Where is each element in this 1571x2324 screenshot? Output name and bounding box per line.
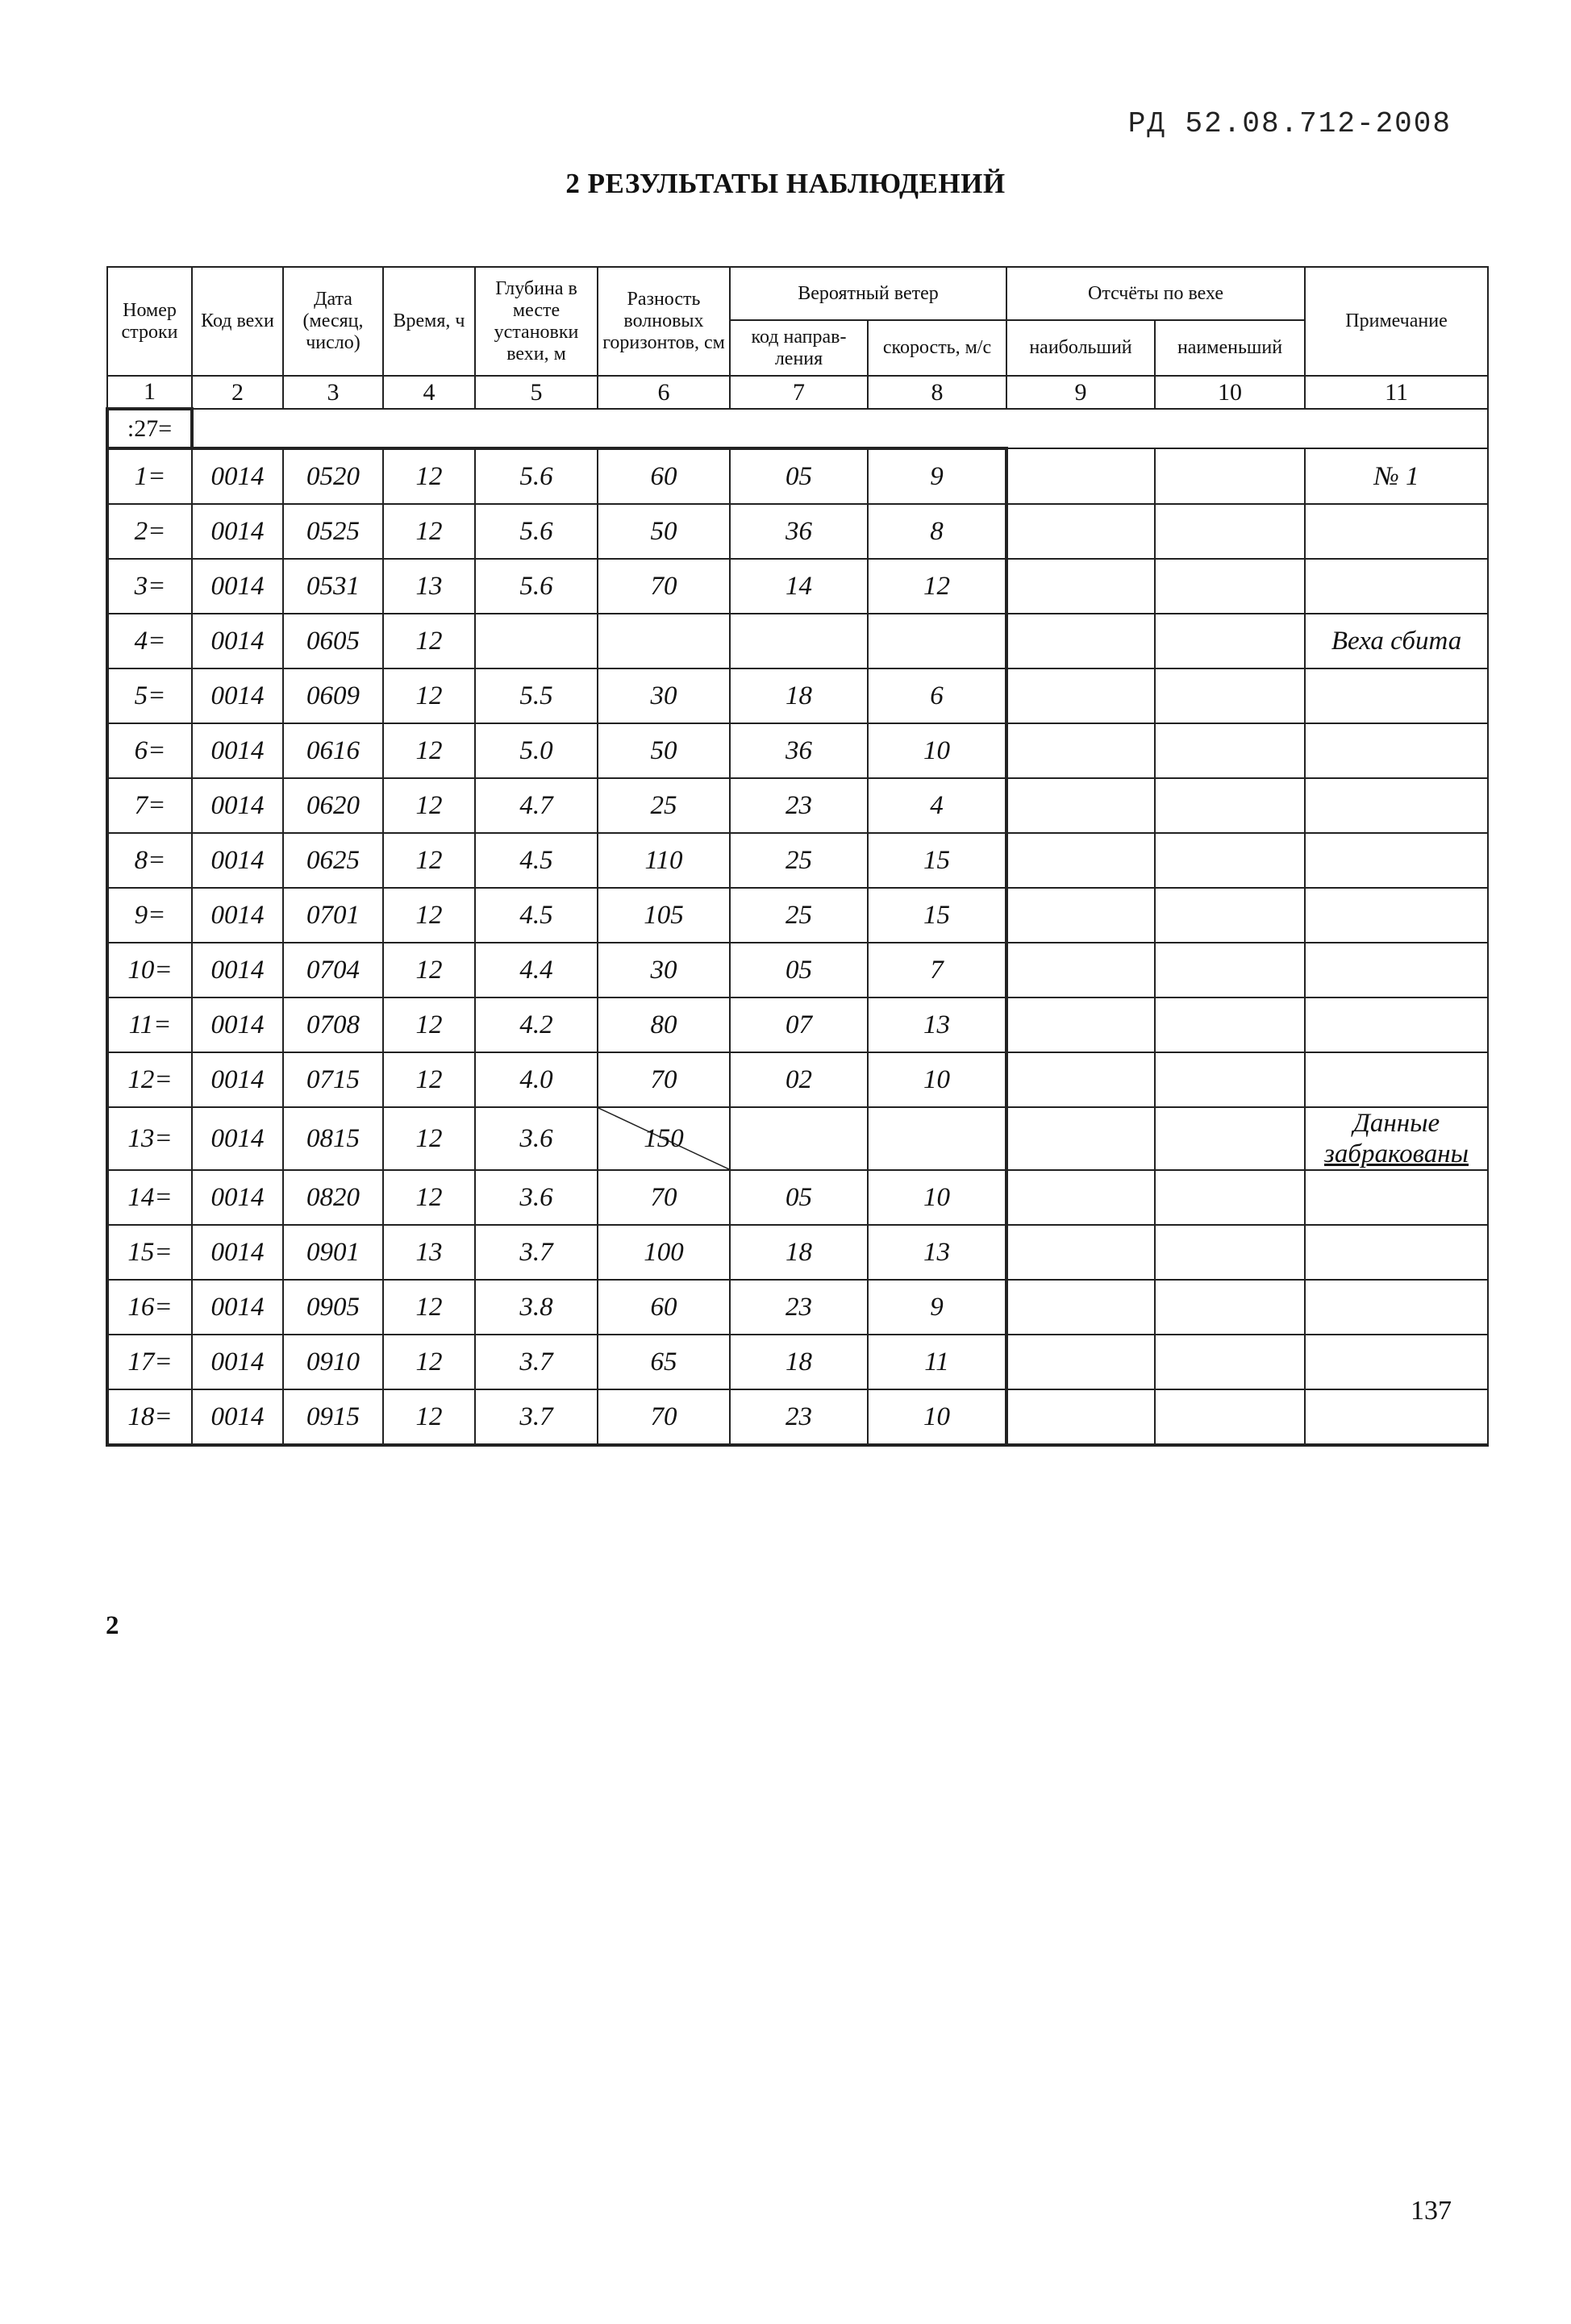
header-readings-group: Отсчёты по вехе (1006, 267, 1305, 320)
time-cell: 12 (383, 723, 475, 778)
rejected-value: 150 (644, 1123, 684, 1153)
header-code: Код вехи (192, 267, 283, 376)
column-number: 8 (868, 376, 1006, 409)
wind-speed-cell: 15 (868, 888, 1006, 943)
reading-max-cell (1006, 1107, 1155, 1170)
code-cell: 0014 (192, 1335, 283, 1389)
note-cell (1305, 723, 1488, 778)
code-cell: 0014 (192, 943, 283, 997)
reading-max-cell (1006, 1170, 1155, 1225)
column-number: 1 (107, 376, 192, 409)
wave-diff-cell (598, 614, 730, 668)
note-cell (1305, 1280, 1488, 1335)
reading-max-cell (1006, 1335, 1155, 1389)
note-cell (1305, 943, 1488, 997)
column-number: 9 (1006, 376, 1155, 409)
wind-speed-cell: 15 (868, 833, 1006, 888)
table-row (107, 1052, 1488, 1107)
time-cell: 12 (383, 997, 475, 1052)
wind-direction-cell: 14 (730, 559, 868, 614)
row-number: 12= (107, 1052, 192, 1107)
wind-speed-cell: 13 (868, 1225, 1006, 1280)
wind-direction-cell: 25 (730, 888, 868, 943)
depth-cell: 3.6 (475, 1107, 598, 1170)
date-cell: 0520 (283, 448, 383, 504)
header-wind-direction: код направ-ления (730, 320, 868, 376)
time-cell: 12 (383, 1335, 475, 1389)
row-number: 6= (107, 723, 192, 778)
table-row (107, 1225, 1488, 1280)
reading-min-cell (1155, 448, 1305, 504)
wind-speed-cell: 12 (868, 559, 1006, 614)
depth-cell: 3.7 (475, 1389, 598, 1445)
wind-speed-cell: 10 (868, 1170, 1006, 1225)
wind-speed-cell: 13 (868, 997, 1006, 1052)
row-number: 17= (107, 1335, 192, 1389)
reading-min-cell (1155, 1225, 1305, 1280)
date-cell: 0525 (283, 504, 383, 559)
code-cell: 0014 (192, 614, 283, 668)
date-cell: 0915 (283, 1389, 383, 1445)
reading-min-cell (1155, 943, 1305, 997)
date-cell: 0701 (283, 888, 383, 943)
wind-direction-cell: 07 (730, 997, 868, 1052)
reading-max-cell (1006, 1280, 1155, 1335)
wave-diff-cell: 30 (598, 943, 730, 997)
code-cell: 0014 (192, 888, 283, 943)
wind-direction-cell: 02 (730, 1052, 868, 1107)
wind-direction-cell: 05 (730, 1170, 868, 1225)
reading-min-cell (1155, 723, 1305, 778)
column-number: 7 (730, 376, 868, 409)
table-row (107, 1280, 1488, 1335)
wind-direction-cell: 23 (730, 1389, 868, 1445)
header-reading-min: наименьший (1155, 320, 1305, 376)
reading-max-cell (1006, 723, 1155, 778)
wind-speed-cell: 9 (868, 1280, 1006, 1335)
time-cell: 12 (383, 833, 475, 888)
time-cell: 12 (383, 778, 475, 833)
note-line: забракованы (1324, 1139, 1469, 1168)
wind-speed-cell: 10 (868, 723, 1006, 778)
wind-direction-cell (730, 614, 868, 668)
row-number: 14= (107, 1170, 192, 1225)
wind-speed-cell (868, 1107, 1006, 1170)
column-number: 3 (283, 376, 383, 409)
reading-max-cell (1006, 1225, 1155, 1280)
table-row (107, 504, 1488, 559)
row-number: 9= (107, 888, 192, 943)
header-note: Примечание (1305, 267, 1488, 376)
depth-cell: 3.7 (475, 1335, 598, 1389)
wave-diff-cell: 70 (598, 1170, 730, 1225)
date-cell: 0605 (283, 614, 383, 668)
time-cell: 12 (383, 1052, 475, 1107)
reading-min-cell (1155, 997, 1305, 1052)
row-number: 3= (107, 559, 192, 614)
depth-cell: 4.5 (475, 888, 598, 943)
date-cell: 0620 (283, 778, 383, 833)
wave-diff-cell: 60 (598, 448, 730, 504)
date-cell: 0609 (283, 668, 383, 723)
table-row (107, 559, 1488, 614)
wave-diff-cell: 70 (598, 559, 730, 614)
reading-min-cell (1155, 1335, 1305, 1389)
code-cell: 0014 (192, 723, 283, 778)
note-cell (1305, 997, 1488, 1052)
reading-max-cell (1006, 668, 1155, 723)
row-number: 7= (107, 778, 192, 833)
header-wind-group: Вероятный ветер (730, 267, 1006, 320)
depth-cell (475, 614, 598, 668)
table-row (107, 1389, 1488, 1445)
header-time: Время, ч (383, 267, 475, 376)
separator-fill (192, 409, 1488, 448)
header-depth: Глубина в месте установки вехи, м (475, 267, 598, 376)
time-cell: 12 (383, 504, 475, 559)
wind-speed-cell: 7 (868, 943, 1006, 997)
table-row (107, 943, 1488, 997)
reading-min-cell (1155, 778, 1305, 833)
code-cell: 0014 (192, 778, 283, 833)
page-title: 2 РЕЗУЛЬТАТЫ НАБЛЮДЕНИЙ (565, 168, 1006, 199)
date-cell: 0625 (283, 833, 383, 888)
reading-min-cell (1155, 504, 1305, 559)
row-number: 8= (107, 833, 192, 888)
reading-max-cell (1006, 448, 1155, 504)
code-cell: 0014 (192, 1280, 283, 1335)
note-cell (1305, 778, 1488, 833)
reading-max-cell (1006, 997, 1155, 1052)
date-cell: 0715 (283, 1052, 383, 1107)
depth-cell: 4.2 (475, 997, 598, 1052)
table-row (107, 448, 1488, 504)
column-number: 6 (598, 376, 730, 409)
wind-speed-cell: 11 (868, 1335, 1006, 1389)
date-cell: 0704 (283, 943, 383, 997)
wave-diff-cell (598, 1107, 730, 1170)
row-number: 1= (107, 448, 192, 504)
wave-diff-cell: 110 (598, 833, 730, 888)
code-cell: 0014 (192, 1052, 283, 1107)
wave-diff-cell: 30 (598, 668, 730, 723)
table-row (107, 997, 1488, 1052)
note-cell (1305, 1335, 1488, 1389)
row-number: 18= (107, 1389, 192, 1445)
wave-diff-cell: 50 (598, 723, 730, 778)
note-cell: № 1 (1305, 448, 1488, 504)
wave-diff-cell: 25 (598, 778, 730, 833)
table-row (107, 1107, 1488, 1170)
row-number: 10= (107, 943, 192, 997)
wind-direction-cell: 36 (730, 723, 868, 778)
header-row-number: Номер строки (107, 267, 192, 376)
depth-cell: 4.5 (475, 833, 598, 888)
column-number: 2 (192, 376, 283, 409)
date-cell: 0901 (283, 1225, 383, 1280)
table-row (107, 668, 1488, 723)
date-cell: 0531 (283, 559, 383, 614)
wind-direction-cell: 18 (730, 668, 868, 723)
reading-max-cell (1006, 833, 1155, 888)
note-cell (1305, 504, 1488, 559)
column-number: 5 (475, 376, 598, 409)
code-cell: 0014 (192, 559, 283, 614)
code-cell: 0014 (192, 1170, 283, 1225)
time-cell: 12 (383, 1389, 475, 1445)
note-cell (1305, 559, 1488, 614)
time-cell: 12 (383, 668, 475, 723)
code-cell: 0014 (192, 833, 283, 888)
note-line: Данные (1352, 1109, 1440, 1138)
code-cell: 0014 (192, 504, 283, 559)
code-cell: 0014 (192, 997, 283, 1052)
time-cell: 12 (383, 1280, 475, 1335)
reading-min-cell (1155, 1170, 1305, 1225)
depth-cell: 4.4 (475, 943, 598, 997)
reading-max-cell (1006, 559, 1155, 614)
depth-cell: 4.0 (475, 1052, 598, 1107)
note-cell (1305, 1170, 1488, 1225)
note-cell (1305, 1052, 1488, 1107)
wind-direction-cell: 36 (730, 504, 868, 559)
reading-max-cell (1006, 778, 1155, 833)
wind-direction-cell: 18 (730, 1335, 868, 1389)
code-cell: 0014 (192, 1225, 283, 1280)
depth-cell: 5.5 (475, 668, 598, 723)
table-row (107, 614, 1488, 668)
code-cell: 0014 (192, 668, 283, 723)
time-cell: 12 (383, 448, 475, 504)
date-cell: 0820 (283, 1170, 383, 1225)
column-numbers-row (107, 376, 1488, 409)
code-cell: 0014 (192, 1389, 283, 1445)
depth-cell: 5.6 (475, 448, 598, 504)
wind-speed-cell: 6 (868, 668, 1006, 723)
time-cell: 12 (383, 614, 475, 668)
depth-cell: 4.7 (475, 778, 598, 833)
table-row (107, 888, 1488, 943)
depth-cell: 5.6 (475, 504, 598, 559)
date-cell: 0815 (283, 1107, 383, 1170)
wind-speed-cell: 10 (868, 1389, 1006, 1445)
date-cell: 0905 (283, 1280, 383, 1335)
depth-cell: 5.0 (475, 723, 598, 778)
note-cell (1305, 668, 1488, 723)
wind-direction-cell: 25 (730, 833, 868, 888)
reading-min-cell (1155, 559, 1305, 614)
date-cell: 0708 (283, 997, 383, 1052)
wind-direction-cell: 23 (730, 1280, 868, 1335)
wind-speed-cell (868, 614, 1006, 668)
separator-row (107, 409, 1488, 448)
note-cell (1305, 1107, 1488, 1170)
wind-direction-cell: 23 (730, 778, 868, 833)
reading-min-cell (1155, 1052, 1305, 1107)
table-row (107, 1335, 1488, 1389)
row-number: 11= (107, 997, 192, 1052)
separator-label: :27= (107, 409, 192, 448)
row-number: 16= (107, 1280, 192, 1335)
wind-direction-cell: 05 (730, 943, 868, 997)
wave-diff-cell: 60 (598, 1280, 730, 1335)
document-code: РД 52.08.712-2008 (1127, 107, 1452, 140)
column-number: 10 (1155, 376, 1305, 409)
time-cell: 12 (383, 943, 475, 997)
observations-table (106, 266, 1489, 1447)
table-row (107, 833, 1488, 888)
wind-speed-cell: 9 (868, 448, 1006, 504)
note-cell (1305, 833, 1488, 888)
time-cell: 13 (383, 559, 475, 614)
reading-min-cell (1155, 1389, 1305, 1445)
reading-min-cell (1155, 888, 1305, 943)
wave-diff-cell: 70 (598, 1389, 730, 1445)
wave-diff-cell: 80 (598, 997, 730, 1052)
wave-diff-cell: 100 (598, 1225, 730, 1280)
header-reading-max: наибольший (1006, 320, 1155, 376)
reading-max-cell (1006, 888, 1155, 943)
header-date: Дата (месяц, число) (283, 267, 383, 376)
wave-diff-cell: 65 (598, 1335, 730, 1389)
reading-min-cell (1155, 614, 1305, 668)
reading-max-cell (1006, 1389, 1155, 1445)
wind-speed-cell: 10 (868, 1052, 1006, 1107)
wind-direction-cell: 05 (730, 448, 868, 504)
page-signature: 2 (106, 1611, 119, 1640)
time-cell: 12 (383, 1107, 475, 1170)
depth-cell: 3.8 (475, 1280, 598, 1335)
row-number: 15= (107, 1225, 192, 1280)
time-cell: 13 (383, 1225, 475, 1280)
reading-min-cell (1155, 1280, 1305, 1335)
depth-cell: 3.7 (475, 1225, 598, 1280)
reading-max-cell (1006, 943, 1155, 997)
row-number: 13= (107, 1107, 192, 1170)
reading-max-cell (1006, 1052, 1155, 1107)
note-cell (1305, 1389, 1488, 1445)
column-number: 11 (1305, 376, 1488, 409)
reading-min-cell (1155, 833, 1305, 888)
row-number: 4= (107, 614, 192, 668)
wind-direction-cell (730, 1107, 868, 1170)
note-cell: Веха сбита (1305, 614, 1488, 668)
wave-diff-cell: 70 (598, 1052, 730, 1107)
note-cell (1305, 1225, 1488, 1280)
reading-max-cell (1006, 504, 1155, 559)
wind-speed-cell: 8 (868, 504, 1006, 559)
reading-min-cell (1155, 668, 1305, 723)
row-number: 2= (107, 504, 192, 559)
date-cell: 0616 (283, 723, 383, 778)
row-number: 5= (107, 668, 192, 723)
wind-direction-cell: 18 (730, 1225, 868, 1280)
date-cell: 0910 (283, 1335, 383, 1389)
page-number: 137 (1411, 2196, 1452, 2226)
wind-speed-cell: 4 (868, 778, 1006, 833)
code-cell: 0014 (192, 448, 283, 504)
wave-diff-cell: 50 (598, 504, 730, 559)
code-cell: 0014 (192, 1107, 283, 1170)
header-wave-diff: Разность волновых горизонтов, см (598, 267, 730, 376)
time-cell: 12 (383, 1170, 475, 1225)
depth-cell: 5.6 (475, 559, 598, 614)
note-cell (1305, 888, 1488, 943)
depth-cell: 3.6 (475, 1170, 598, 1225)
table-row (107, 1170, 1488, 1225)
wave-diff-cell: 105 (598, 888, 730, 943)
reading-max-cell (1006, 614, 1155, 668)
column-number: 4 (383, 376, 475, 409)
header-wind-speed: скорость, м/с (868, 320, 1006, 376)
time-cell: 12 (383, 888, 475, 943)
reading-min-cell (1155, 1107, 1305, 1170)
table-row (107, 778, 1488, 833)
table-row (107, 723, 1488, 778)
